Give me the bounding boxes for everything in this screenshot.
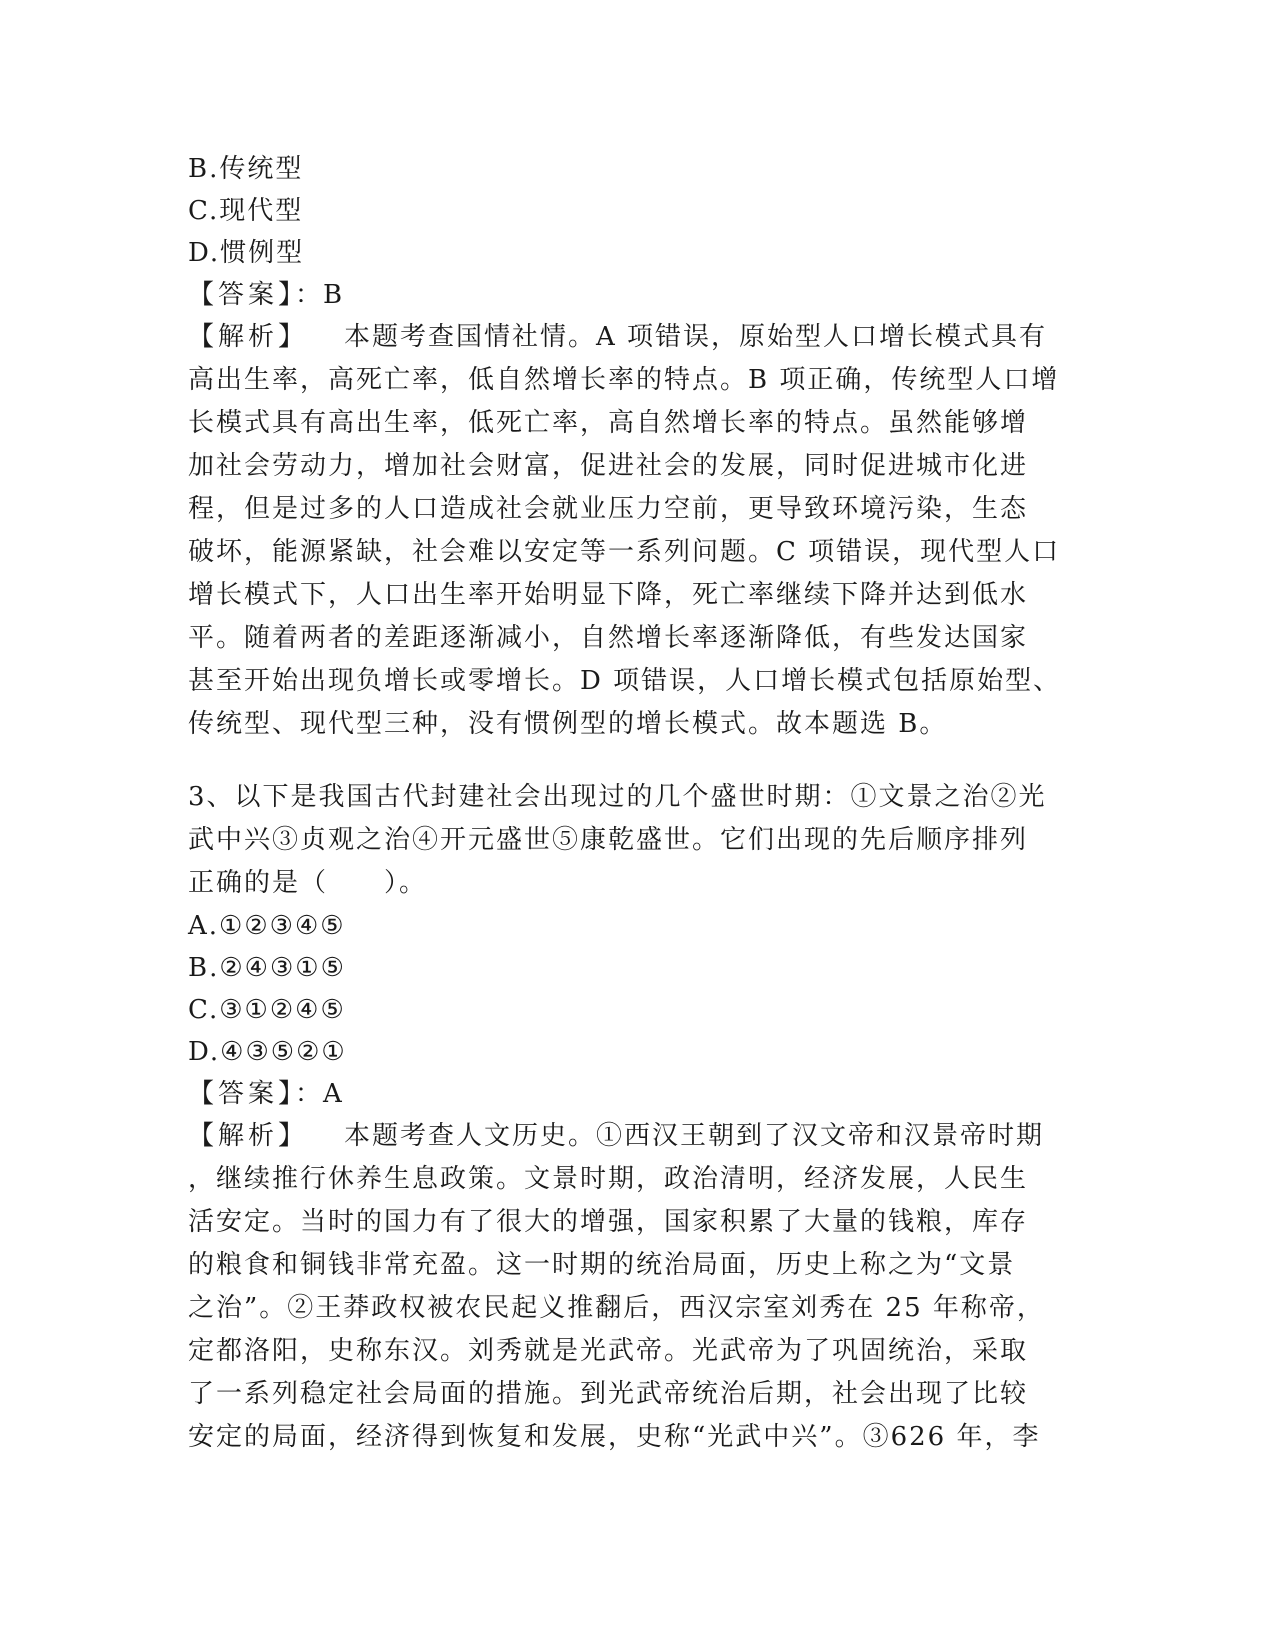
q2-analysis-line: 长模式具有高出生率，低死亡率，高自然增长率的特点。虽然能够增 [188,408,1029,438]
q2-option-b: B.传统型 [188,154,304,184]
q2-analysis-line: 平。随着两者的差距逐渐减小，自然增长率逐渐降低，有些发达国家 [188,623,1029,653]
q2-analysis-line: 高出生率，高死亡率，低自然增长率的特点。B 项正确，传统型人口增 [188,365,1060,395]
q3-analysis-line: 活安定。当时的国力有了很大的增强，国家积累了大量的钱粮，库存 [188,1207,1029,1237]
q3-question-line: 3、以下是我国古代封建社会出现过的几个盛世时期：①文景之治②光 [188,782,1047,812]
q3-option-c: C.③①②④⑤ [188,995,346,1025]
q3-analysis-line: 安定的局面，经济得到恢复和发展，史称“光武中兴”。③626 年，李 [188,1422,1041,1452]
q2-option-d: D.惯例型 [188,238,305,268]
q3-analysis-line: 定都洛阳，史称东汉。刘秀就是光武帝。光武帝为了巩固统治，采取 [188,1336,1029,1366]
q3-option-d: D.④③⑤②① [188,1037,347,1067]
q2-analysis-line [188,316,1088,359]
q2-analysis-line: 破坏，能源紧缺，社会难以安定等一系列问题。C 项错误，现代型人口 [188,537,1061,567]
q2-analysis-line: 增长模式下，人口出生率开始明显下降，死亡率继续下降并达到低水 [188,580,1029,610]
section-gap [188,746,1088,776]
q3-option-b: B.②④③①⑤ [188,953,346,983]
q3-answer [188,1073,1088,1115]
answer-value: ：A [295,1079,344,1109]
analysis-text: 本题考查人文历史。①西汉王朝到了汉文帝和汉景帝时期 [344,1121,1045,1151]
q2-answer [188,274,1088,316]
answer-label: 【答案】 [188,280,296,310]
document-page [188,148,1088,1459]
analysis-label: 【解析】 [188,1121,309,1151]
q3-question-line: 武中兴③贞观之治④开元盛世⑤康乾盛世。它们出现的先后顺序排列 [188,825,1029,855]
q2-analysis-line: 传统型、现代型三种，没有惯例型的增长模式。故本题选 B。 [188,709,948,739]
q2-analysis-line: 程，但是过多的人口造成社会就业压力空前，更导致环境污染，生态 [188,494,1029,524]
answer-label: 【答案】 [188,1079,296,1109]
q3-analysis-line: ，继续推行休养生息政策。文景时期，政治清明，经济发展，人民生 [188,1164,1029,1194]
analysis-label: 【解析】 [188,322,309,352]
q2-analysis-line: 甚至开始出现负增长或零增长。D 项错误，人口增长模式包括原始型、 [188,666,1062,696]
q3-analysis-line [188,1115,1088,1158]
q3-analysis-line: 了一系列稳定社会局面的措施。到光武帝统治后期，社会出现了比较 [188,1379,1029,1409]
q2-option-c: C.现代型 [188,196,304,226]
q2-analysis-line: 加社会劳动力，增加社会财富，促进社会的发展，同时促进城市化进 [188,451,1029,481]
q3-option-a: A.①②③④⑤ [188,911,346,941]
answer-value: ：B [295,280,345,310]
q3-question-line: 正确的是（ ）。 [188,868,428,898]
analysis-text: 本题考查国情社情。A 项错误，原始型人口增长模式具有 [344,322,1048,352]
q3-analysis-line: 之治”。②王莽政权被农民起义推翻后，西汉宗室刘秀在 25 年称帝， [188,1293,1045,1323]
q3-analysis-line: 的粮食和铜钱非常充盈。这一时期的统治局面，历史上称之为“文景 [188,1250,1016,1280]
